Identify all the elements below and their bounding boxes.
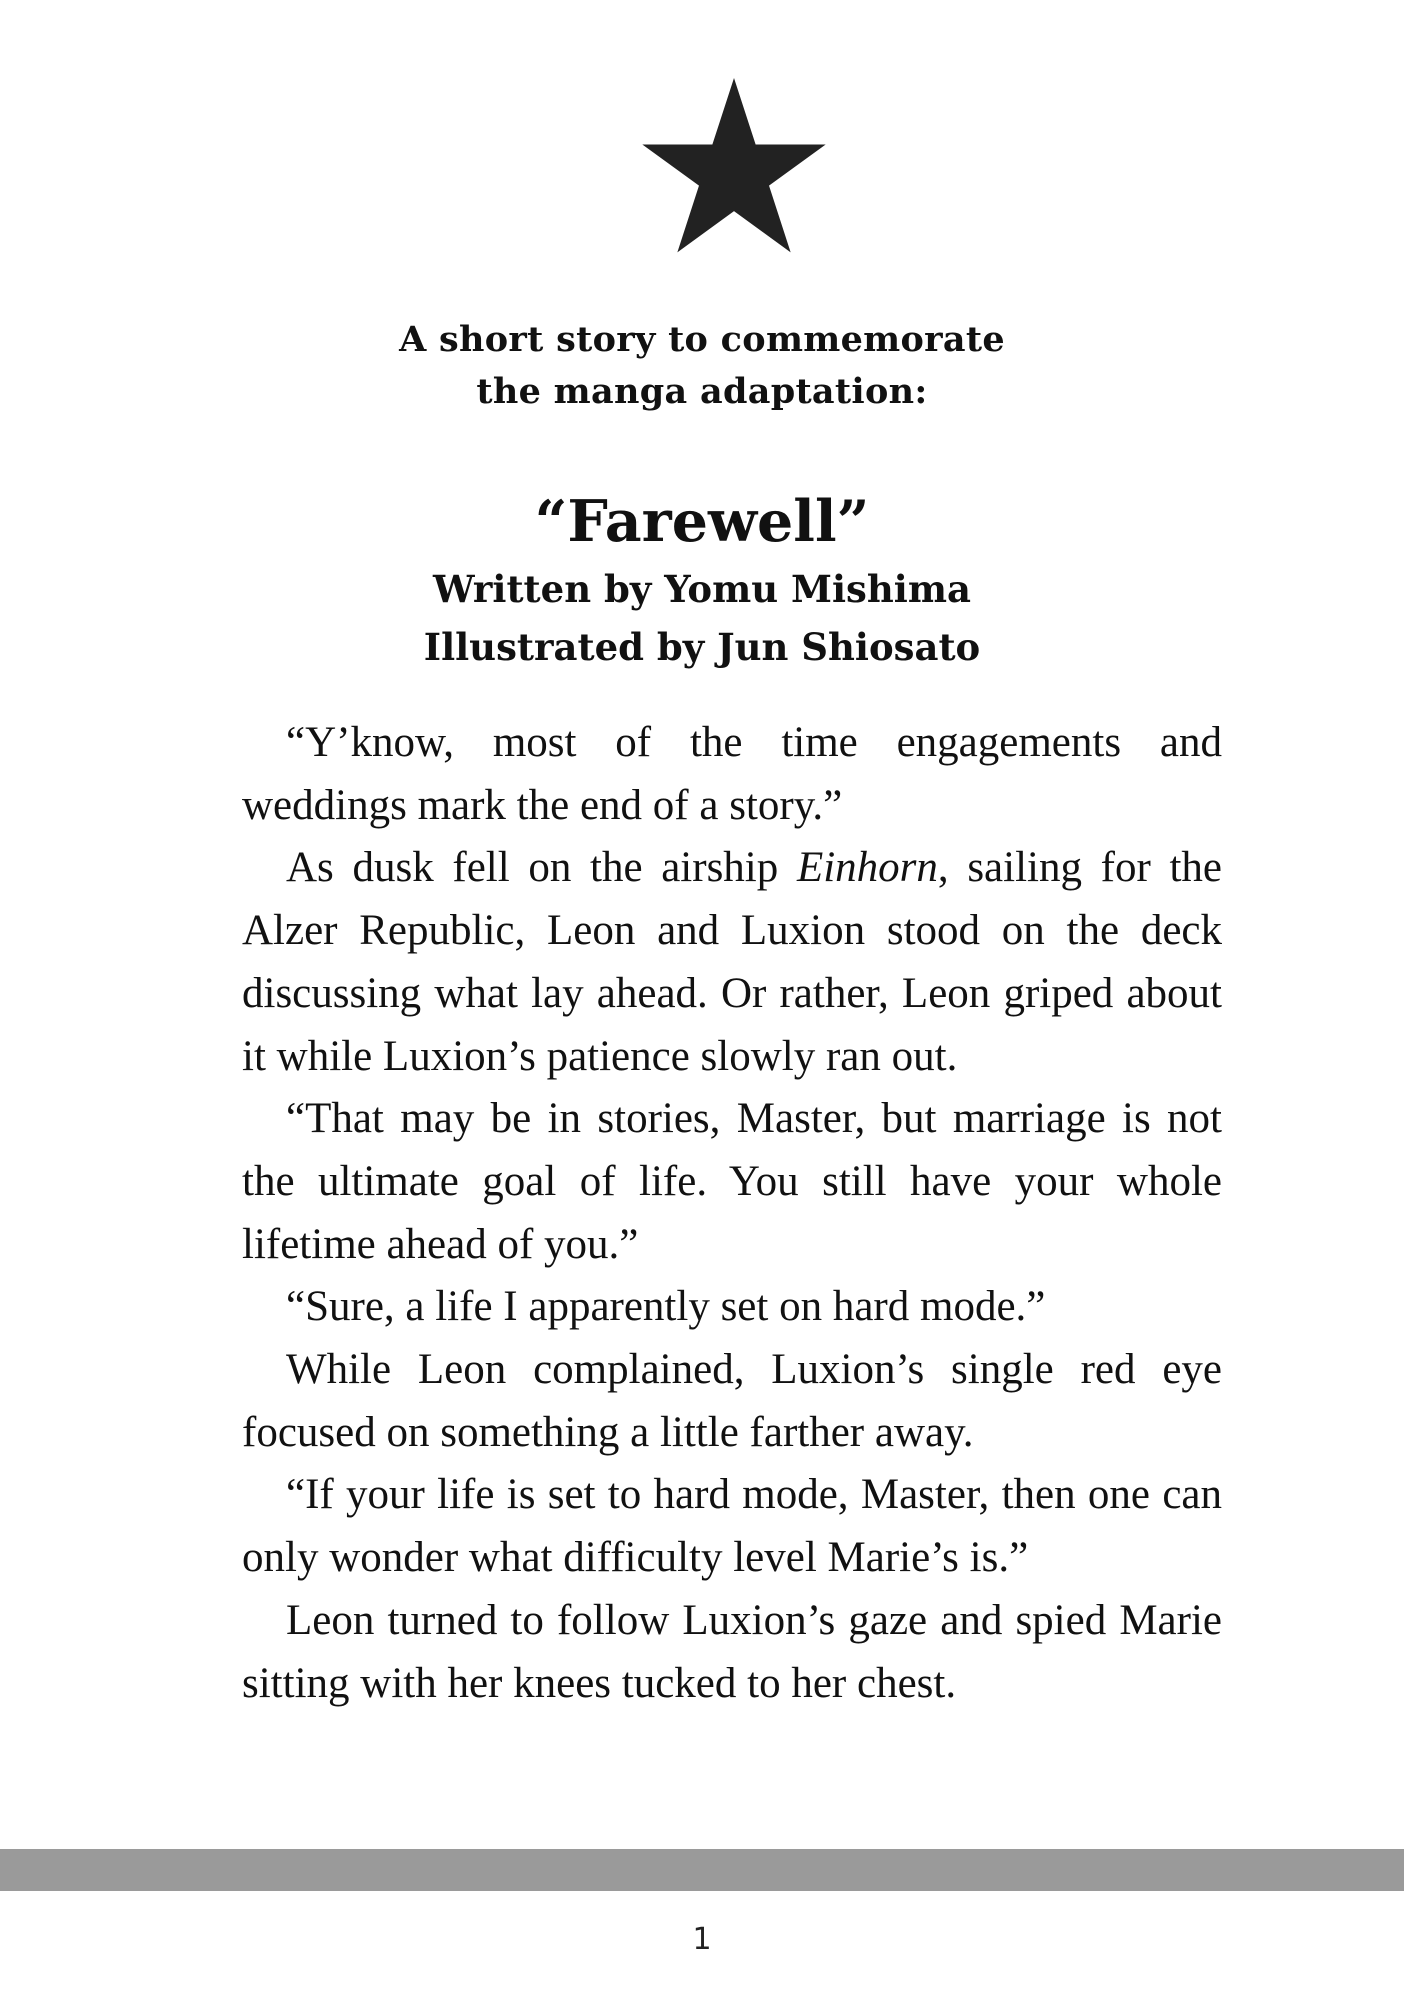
story-paragraph: “That may be in stories, Master, but marriage is not the ultimate goal of life. You still have your whole lifetime ahead of you.” <box>242 1095 1222 1268</box>
story-paragraph: “Sure, a life I apparently set on hard mode.” <box>286 1283 1046 1331</box>
story-body <box>242 712 1222 1715</box>
commemoration-subtitle <box>0 314 1404 418</box>
star-icon <box>642 78 826 254</box>
page-number: 1 <box>692 1922 712 1957</box>
story-title: “Farewell” <box>534 488 870 555</box>
subtitle-line-1: A short story to commemorate <box>399 319 1005 360</box>
story-paragraph: While Leon complained, Luxion’s single red eye focused on something a little farther away. <box>242 1346 1222 1456</box>
credits <box>0 560 1404 676</box>
story-paragraph: “Y’know, most of the time engagements and weddings mark the end of a story.” <box>242 719 1222 829</box>
subtitle-line-2: the manga adaptation: <box>476 371 928 412</box>
paragraph-text: As dusk fell on the airship <box>286 844 797 892</box>
story-paragraph: Leon turned to follow Luxion’s gaze and spied Marie sitting with her knees tucked to her chest. <box>242 1596 1222 1707</box>
ship-name: Einhorn <box>796 844 938 892</box>
author-credit: Written by Yomu Mishima <box>433 567 971 611</box>
story-paragraph <box>242 837 1222 1088</box>
story-paragraph: “If your life is set to hard mode, Master, then one can only wonder what difficulty level Marie’s is.” <box>242 1471 1222 1582</box>
footer-band <box>0 1849 1404 1891</box>
illustrator-credit: Illustrated by Jun Shiosato <box>423 625 981 669</box>
paragraph-text: , sailing for the Alzer Republic, Leon and Luxion stood on the deck discussing what lay ahead. Or rather, Leon griped about it while Luxion’s patience slowly ran out. <box>242 844 1222 1080</box>
